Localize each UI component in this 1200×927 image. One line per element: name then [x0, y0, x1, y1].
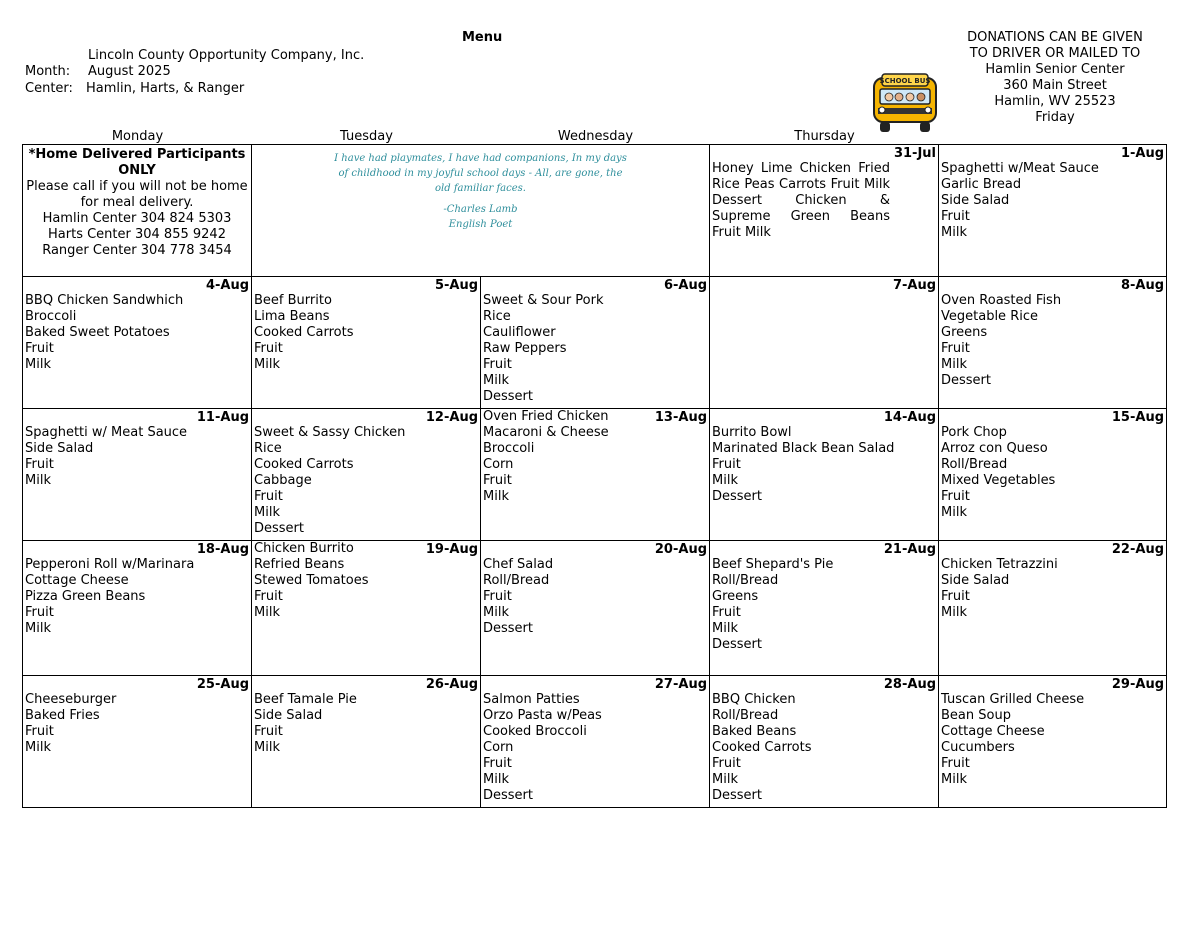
- delivery-notice-cell: [23, 145, 252, 277]
- menu-item: Side Salad: [941, 193, 1010, 208]
- month-value: August 2025: [88, 64, 171, 79]
- menu-item: Pepperoni Roll w/Marinara: [25, 557, 195, 572]
- menu-day-cell: [939, 145, 1167, 277]
- cell-date: 12-Aug: [425, 410, 478, 425]
- cell-date: 5-Aug: [434, 278, 478, 293]
- menu-item: Bean Soup: [941, 708, 1011, 723]
- cell-date: 20-Aug: [654, 542, 707, 557]
- menu-item: Pork Chop: [941, 425, 1007, 440]
- menu-item: Milk: [712, 473, 738, 488]
- day-header-wednesday: Wednesday: [557, 129, 634, 144]
- menu-item: Fruit: [712, 756, 741, 771]
- notice-heading: *Home Delivered Participants: [28, 147, 246, 162]
- menu-item: Fruit: [483, 357, 512, 372]
- menu-item: Cauliflower: [483, 325, 556, 340]
- menu-item: Fruit: [941, 489, 970, 504]
- menu-item: Greens: [712, 589, 759, 604]
- menu-item: Rice: [254, 441, 282, 456]
- cell-date: 15-Aug: [1111, 410, 1164, 425]
- menu-item: Dessert: [712, 489, 762, 504]
- menu-item: Cottage Cheese: [941, 724, 1045, 739]
- school-bus-icon: [870, 70, 942, 136]
- menu-item: Baked Beans: [712, 724, 797, 739]
- donations-line: TO DRIVER OR MAILED TO: [969, 46, 1141, 61]
- notice-line: for meal delivery.: [80, 195, 194, 210]
- menu-item: Fruit: [25, 457, 54, 472]
- menu-item: Marinated Black Bean Salad: [712, 441, 895, 456]
- menu-item: Fruit: [941, 756, 970, 771]
- cell-date: 26-Aug: [425, 677, 478, 692]
- menu-item: Lima Beans: [254, 309, 330, 324]
- notice-line: Ranger Center 304 778 3454: [42, 243, 232, 258]
- bus-sign: SCHOOL BUS: [879, 77, 931, 85]
- menu-item: Rice: [483, 309, 511, 324]
- menu-day-cell: [481, 409, 710, 541]
- cell-date: 22-Aug: [1111, 542, 1164, 557]
- menu-item: Side Salad: [254, 708, 323, 723]
- day-header-friday: Friday: [1035, 110, 1075, 125]
- menu-item: Milk: [254, 605, 280, 620]
- cell-date: 14-Aug: [883, 410, 936, 425]
- menu-item: Fruit: [712, 457, 741, 472]
- menu-item: Milk: [25, 357, 51, 372]
- menu-item: Fruit: [25, 341, 54, 356]
- menu-item: Roll/Bread: [483, 573, 550, 588]
- quote-author: -Charles Lamb: [443, 204, 518, 215]
- menu-item: Fruit: [254, 724, 283, 739]
- menu-item: Milk: [941, 605, 967, 620]
- notice-line: Harts Center 304 855 9242: [48, 227, 226, 242]
- menu-item: Cooked Carrots: [254, 325, 354, 340]
- menu-item: Vegetable Rice: [941, 309, 1038, 324]
- menu-item: Honey Lime Chicken Fried: [712, 161, 890, 176]
- day-header-tuesday: Tuesday: [340, 129, 393, 144]
- menu-item: Cooked Carrots: [712, 740, 812, 755]
- menu-item: Milk: [483, 605, 509, 620]
- menu-item: Mixed Vegetables: [941, 473, 1056, 488]
- cell-date: 27-Aug: [654, 677, 707, 692]
- cell-date: 21-Aug: [883, 542, 936, 557]
- cell-date: 28-Aug: [883, 677, 936, 692]
- menu-day-cell: [23, 409, 252, 541]
- menu-item: Orzo Pasta w/Peas: [483, 708, 602, 723]
- donations-line: Hamlin Senior Center: [985, 62, 1125, 77]
- menu-item: BBQ Chicken: [712, 692, 796, 707]
- menu-item: Roll/Bread: [712, 573, 779, 588]
- cell-date: 7-Aug: [892, 278, 936, 293]
- page-title: Menu: [462, 30, 503, 45]
- menu-item: Arroz con Queso: [941, 441, 1048, 456]
- menu-item: Fruit: [254, 489, 283, 504]
- menu-item: Chicken Tetrazzini: [941, 557, 1058, 572]
- menu-item: Milk: [254, 740, 280, 755]
- menu-item: Fruit: [254, 341, 283, 356]
- notice-line: Hamlin Center 304 824 5303: [42, 211, 232, 226]
- menu-day-cell: [23, 676, 252, 808]
- menu-item: Corn: [483, 457, 514, 472]
- quote-line: old familiar faces.: [435, 183, 526, 194]
- menu-item: Burrito Bowl: [712, 425, 792, 440]
- day-header-thursday: Thursday: [794, 129, 855, 144]
- menu-item: Milk: [25, 740, 51, 755]
- quote-line: I have had playmates, I have had companions, In my days: [334, 153, 627, 164]
- menu-item: Dessert: [254, 521, 304, 536]
- menu-item: Milk: [25, 621, 51, 636]
- menu-day-cell: [939, 541, 1167, 676]
- menu-item: Rice Peas Carrots Fruit Milk: [712, 177, 890, 192]
- cell-date: 6-Aug: [663, 278, 707, 293]
- menu-day-cell: [252, 541, 481, 676]
- menu-item: Cottage Cheese: [25, 573, 129, 588]
- menu-item: Milk: [712, 621, 738, 636]
- cell-date: 31-Jul: [893, 146, 936, 161]
- menu-day-cell: [939, 277, 1167, 409]
- menu-item: Broccoli: [483, 441, 535, 456]
- menu-item: Side Salad: [941, 573, 1010, 588]
- menu-item: Dessert: [483, 389, 533, 404]
- menu-item: Roll/Bread: [941, 457, 1008, 472]
- menu-item: Milk: [941, 505, 967, 520]
- cell-date: 18-Aug: [196, 542, 249, 557]
- menu-item: Tuscan Grilled Cheese: [941, 692, 1085, 707]
- cell-date: 29-Aug: [1111, 677, 1164, 692]
- cell-date: 13-Aug: [654, 410, 707, 425]
- menu-item: Milk: [483, 373, 509, 388]
- menu-item: Dessert: [712, 788, 762, 803]
- menu-day-cell: [710, 409, 939, 541]
- month-label: Month:: [25, 64, 71, 79]
- menu-item: Pizza Green Beans: [25, 589, 146, 604]
- menu-item: Fruit: [483, 756, 512, 771]
- menu-item: Milk: [941, 225, 967, 240]
- menu-day-cell: [481, 676, 710, 808]
- menu-item: Cabbage: [254, 473, 312, 488]
- menu-item: Baked Fries: [25, 708, 100, 723]
- menu-item: Greens: [941, 325, 988, 340]
- notice-heading: ONLY: [118, 163, 156, 178]
- menu-item: Milk: [941, 357, 967, 372]
- menu-day-cell: [939, 409, 1167, 541]
- menu-calendar: [22, 144, 1167, 808]
- menu-item: Cooked Carrots: [254, 457, 354, 472]
- menu-item: Milk: [712, 772, 738, 787]
- menu-day-cell: [710, 676, 939, 808]
- menu-item: Fruit: [941, 589, 970, 604]
- menu-day-cell: [252, 409, 481, 541]
- menu-item: Milk: [254, 505, 280, 520]
- menu-item: Milk: [25, 473, 51, 488]
- menu-item: Fruit: [483, 589, 512, 604]
- menu-item: Garlic Bread: [941, 177, 1022, 192]
- menu-item: Chef Salad: [483, 557, 554, 572]
- menu-item: Fruit: [941, 341, 970, 356]
- menu-item: Salmon Patties: [483, 692, 580, 707]
- donations-notice: [950, 30, 1160, 126]
- menu-item: Fruit: [941, 209, 970, 224]
- menu-day-cell: [23, 541, 252, 676]
- donations-line: Hamlin, WV 25523: [994, 94, 1116, 109]
- cell-date: 8-Aug: [1120, 278, 1164, 293]
- organization-name: Lincoln County Opportunity Company, Inc.: [88, 48, 365, 63]
- quote-author-role: English Poet: [448, 219, 513, 230]
- menu-day-cell: [252, 277, 481, 409]
- menu-day-cell: [710, 541, 939, 676]
- menu-item: Macaroni & Cheese: [483, 425, 609, 440]
- cell-date: 4-Aug: [205, 278, 249, 293]
- menu-item: Fruit: [254, 589, 283, 604]
- menu-day-cell: [710, 145, 939, 277]
- menu-item: Raw Peppers: [483, 341, 567, 356]
- donations-line: DONATIONS CAN BE GIVEN: [967, 30, 1143, 45]
- menu-item: Beef Tamale Pie: [254, 692, 357, 707]
- menu-item: Refried Beans: [254, 557, 345, 572]
- quote-line: of childhood in my joyful school days - All, are gone, the: [338, 168, 623, 179]
- menu-item: Oven Roasted Fish: [941, 293, 1062, 308]
- menu-item: Chicken Burrito: [254, 541, 354, 556]
- menu-item: Cooked Broccoli: [483, 724, 587, 739]
- menu-item: Supreme Green Beans: [712, 209, 890, 224]
- center-label: Center:: [25, 81, 73, 96]
- menu-item: BBQ Chicken Sandwhich: [25, 293, 184, 308]
- menu-item: Spaghetti w/ Meat Sauce: [25, 425, 188, 440]
- menu-item: Cheeseburger: [25, 692, 117, 707]
- menu-day-cell: [481, 277, 710, 409]
- menu-item: Dessert: [483, 788, 533, 803]
- menu-item: Side Salad: [25, 441, 94, 456]
- donations-line: 360 Main Street: [1003, 78, 1107, 93]
- menu-item: Baked Sweet Potatoes: [25, 325, 170, 340]
- menu-item: Sweet & Sassy Chicken: [254, 425, 406, 440]
- menu-day-cell: [710, 277, 939, 409]
- menu-item: Dessert: [941, 373, 991, 388]
- notice-line: Please call if you will not be home: [26, 179, 248, 194]
- menu-item: Milk: [483, 489, 509, 504]
- cell-date: 11-Aug: [196, 410, 249, 425]
- menu-item: Stewed Tomatoes: [254, 573, 369, 588]
- cell-date: 1-Aug: [1120, 146, 1164, 161]
- menu-item: Cucumbers: [941, 740, 1015, 755]
- menu-item: Fruit Milk: [712, 225, 771, 240]
- center-value: Hamlin, Harts, & Ranger: [86, 81, 245, 96]
- menu-item: Sweet & Sour Pork: [483, 293, 604, 308]
- menu-item: Fruit: [483, 473, 512, 488]
- menu-item: Dessert: [483, 621, 533, 636]
- menu-day-cell: [23, 277, 252, 409]
- quote-cell: [252, 145, 710, 277]
- menu-item: Spaghetti w/Meat Sauce: [941, 161, 1099, 176]
- menu-item: Milk: [254, 357, 280, 372]
- menu-item: Fruit: [712, 605, 741, 620]
- menu-day-cell: [252, 676, 481, 808]
- menu-item: Milk: [483, 772, 509, 787]
- menu-item: Fruit: [25, 605, 54, 620]
- menu-day-cell: [481, 541, 710, 676]
- day-header-monday: Monday: [111, 129, 164, 144]
- menu-item: Beef Shepard's Pie: [712, 557, 834, 572]
- menu-item: Dessert: [712, 637, 762, 652]
- cell-date: 25-Aug: [196, 677, 249, 692]
- menu-item: Corn: [483, 740, 514, 755]
- menu-item: Broccoli: [25, 309, 77, 324]
- menu-item: Oven Fried Chicken: [483, 409, 609, 424]
- menu-item: Roll/Bread: [712, 708, 779, 723]
- menu-item: Fruit: [25, 724, 54, 739]
- menu-day-cell: [939, 676, 1167, 808]
- cell-date: 19-Aug: [425, 542, 478, 557]
- menu-item: Milk: [941, 772, 967, 787]
- menu-item: Beef Burrito: [254, 293, 332, 308]
- menu-item: Dessert Chicken &: [712, 193, 890, 208]
